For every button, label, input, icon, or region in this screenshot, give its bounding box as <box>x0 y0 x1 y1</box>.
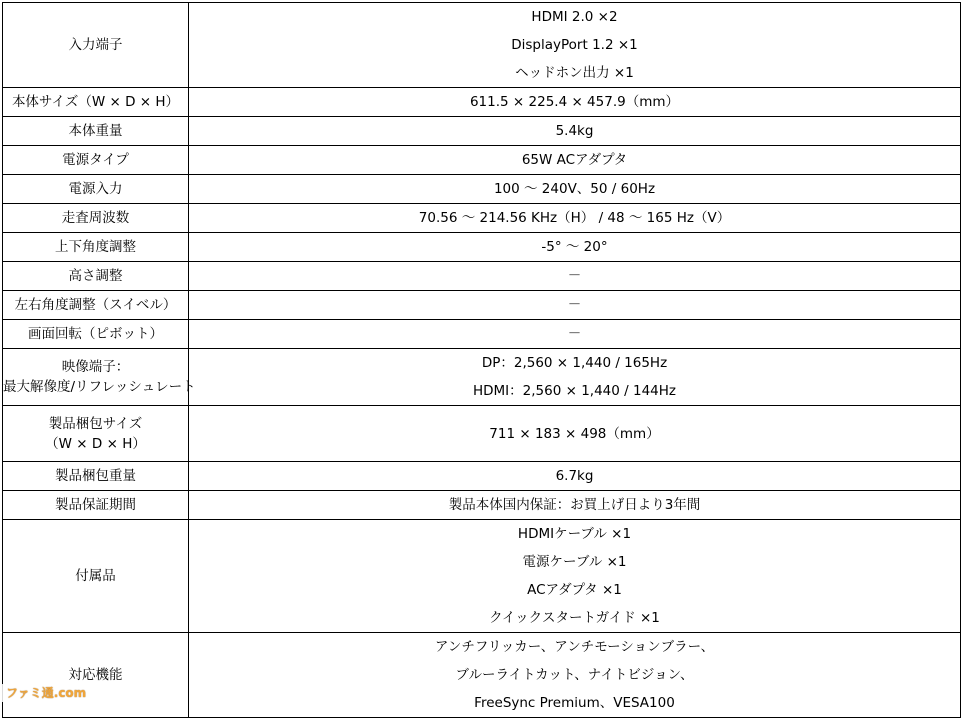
table-row <box>3 291 961 320</box>
spec-label-text: 入力端子 <box>68 37 123 53</box>
spec-label-text: 画面回転（ピボット） <box>28 326 163 342</box>
spec-value-line: 611.5 × 225.4 × 457.9（mm） <box>469 94 680 110</box>
spec-value-line: 5.4kg <box>555 123 594 139</box>
spec-label <box>3 204 189 233</box>
spec-label <box>3 3 189 88</box>
spec-value <box>189 233 961 262</box>
spec-value <box>189 3 961 88</box>
spec-value <box>189 349 961 406</box>
table-row <box>3 633 961 718</box>
spec-value-line: クイックスタートガイド ×1 <box>489 610 660 626</box>
spec-value-line: HDMI：2,560 × 1,440 / 144Hz <box>472 383 676 399</box>
spec-label <box>3 520 189 633</box>
spec-value-line: HDMIケーブル ×1 <box>517 526 632 542</box>
table-row <box>3 175 961 204</box>
spec-label <box>3 349 196 406</box>
spec-label <box>3 175 189 204</box>
spec-value <box>189 175 961 204</box>
site-watermark-logo: ファミ通.com <box>2 684 90 702</box>
spec-value-line: － <box>567 268 582 284</box>
table-row <box>3 146 961 175</box>
spec-label-text: 高さ調整 <box>68 268 123 284</box>
spec-label <box>3 462 189 491</box>
spec-value-line: DisplayPort 1.2 ×1 <box>511 37 638 53</box>
table-row <box>3 320 961 349</box>
spec-label-text: 製品保証期間 <box>55 497 136 513</box>
spec-label-text: 付属品 <box>75 568 116 584</box>
spec-label-text: 映像端子： <box>61 359 130 375</box>
spec-value <box>189 117 961 146</box>
spec-value-line: アンチフリッカー、アンチモーションブラー、 <box>434 639 715 655</box>
spec-value <box>189 320 961 349</box>
spec-label-text: 電源入力 <box>68 181 123 197</box>
spec-label <box>3 146 189 175</box>
spec-label <box>3 291 189 320</box>
spec-value-line: 電源ケーブル ×1 <box>522 554 627 570</box>
spec-value <box>189 462 961 491</box>
spec-value-line: DP：2,560 × 1,440 / 165Hz <box>481 355 668 371</box>
spec-value <box>189 88 961 117</box>
spec-label <box>3 88 189 117</box>
spec-label-text: 製品梱包サイズ <box>48 415 143 432</box>
spec-label-text: 対応機能 <box>68 667 123 683</box>
spec-value-line: 100 ～ 240V、50 / 60Hz <box>493 181 656 197</box>
spec-label-text: 電源タイプ <box>62 152 129 168</box>
spec-label-text: 上下角度調整 <box>55 239 136 255</box>
spec-label <box>3 233 189 262</box>
spec-value-line: FreeSync Premium、VESA100 <box>474 695 675 711</box>
spec-label <box>3 633 189 718</box>
spec-value <box>189 491 961 520</box>
spec-value <box>189 204 961 233</box>
table-row <box>3 491 961 520</box>
spec-table <box>2 2 961 718</box>
spec-value-line: 65W ACアダプタ <box>521 152 628 168</box>
spec-value-line: － <box>567 297 582 313</box>
spec-label-text: 本体重量 <box>68 123 123 139</box>
table-row <box>3 262 961 291</box>
spec-label-text: 製品梱包重量 <box>55 468 136 484</box>
spec-value-line: ブルーライトカット、ナイトビジョン、 <box>455 667 694 683</box>
table-row <box>3 3 961 88</box>
table-row <box>3 406 961 462</box>
spec-value <box>189 406 961 462</box>
spec-value <box>189 520 961 633</box>
spec-value-line: ヘッドホン出力 ×1 <box>515 65 634 81</box>
spec-value-line: 711 × 183 × 498（mm） <box>489 425 660 442</box>
table-row <box>3 204 961 233</box>
spec-label <box>3 491 189 520</box>
spec-label <box>3 406 189 462</box>
table-row <box>3 520 961 633</box>
spec-label <box>3 320 189 349</box>
table-row <box>3 349 961 406</box>
spec-value-line: － <box>567 326 582 342</box>
table-row <box>3 117 961 146</box>
spec-value <box>189 291 961 320</box>
spec-label <box>3 117 189 146</box>
spec-value-line: -5° ～ 20° <box>541 239 608 255</box>
spec-label-text: 本体サイズ（W × D × H） <box>11 94 180 110</box>
spec-label-text: 走査周波数 <box>61 210 130 226</box>
spec-value <box>189 262 961 291</box>
spec-value <box>189 633 961 718</box>
spec-value-line: HDMI 2.0 ×2 <box>531 9 618 25</box>
spec-label-text: 最大解像度/リフレッシュレート <box>3 379 196 395</box>
spec-label <box>3 262 189 291</box>
table-row <box>3 462 961 491</box>
spec-label-text: （W × D × H） <box>45 435 146 452</box>
spec-label-text: 左右角度調整（スイベル） <box>14 297 177 313</box>
table-row <box>3 88 961 117</box>
spec-value-line: 製品本体国内保証：お買上げ日より3年間 <box>448 497 701 513</box>
table-row <box>3 233 961 262</box>
spec-value-line: 70.56 ～ 214.56 KHz（H） / 48 ～ 165 Hz（V） <box>418 210 731 226</box>
spec-value-line: 6.7kg <box>555 468 594 484</box>
spec-value-line: ACアダプタ ×1 <box>527 582 622 598</box>
spec-value <box>189 146 961 175</box>
